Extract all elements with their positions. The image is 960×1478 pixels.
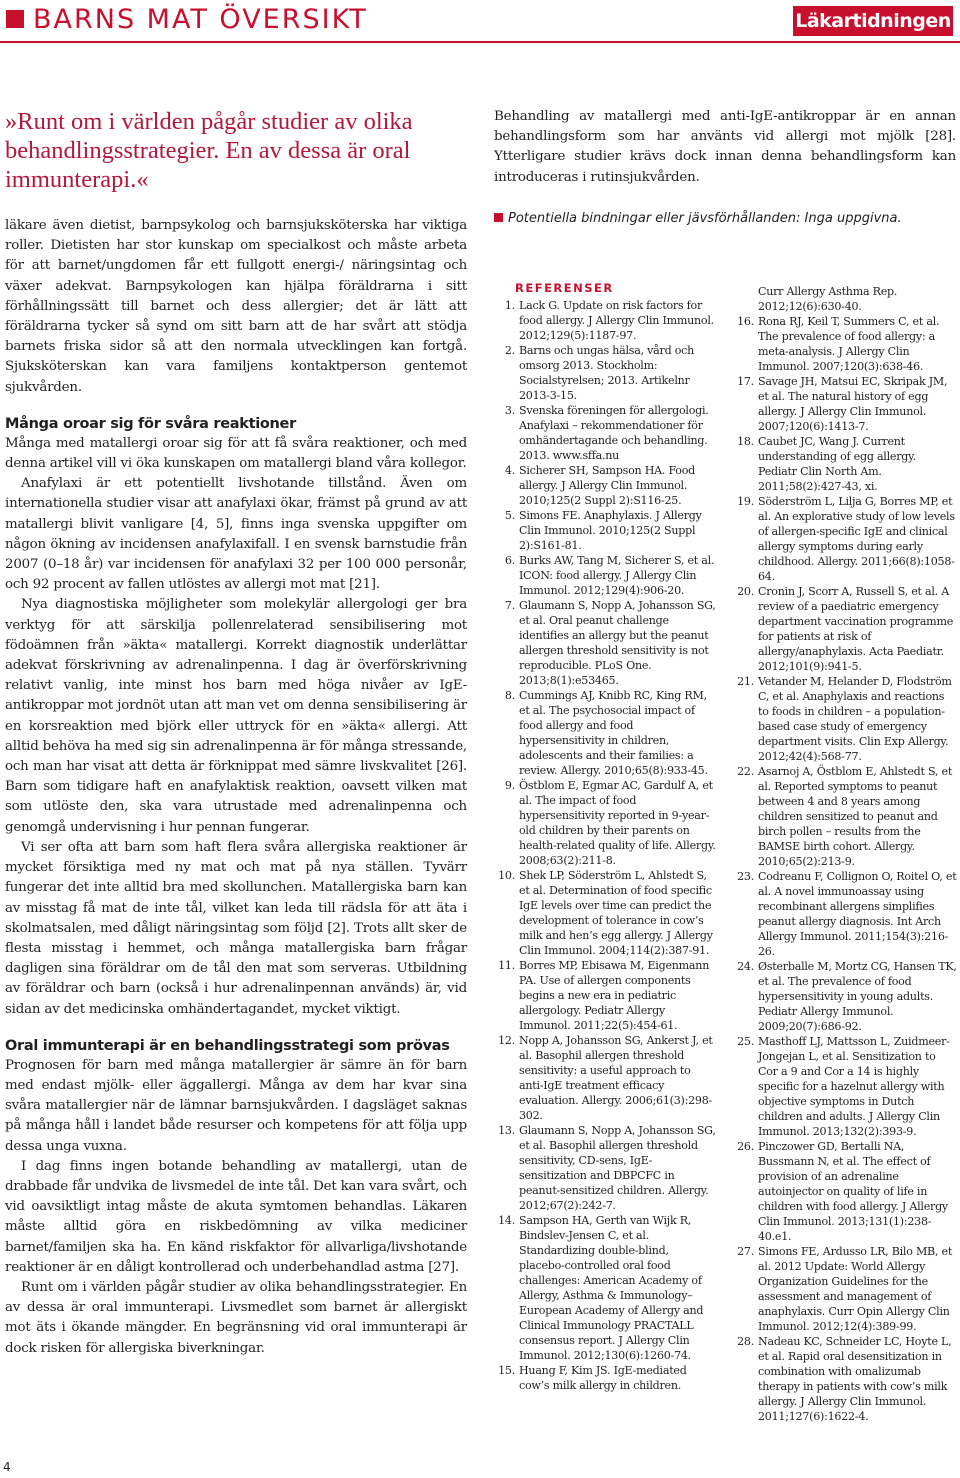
reference-text: Pinczower GD, Bertalli NA, Bussmann N, et al. The effect of provision of an adrenaline autoinjector on quality of life in children with food allergy. J Allergy Clin Immunol. 2013;131(1):238-40.e1.	[758, 1140, 948, 1243]
reference-text: Barns och ungas hälsa, vård och omsorg 2013. Stockholm: Socialstyrelsen; 2013. Artikelnr 2013-3-15.	[519, 344, 694, 402]
paragraph: I dag finns ingen botande behandling av matallergi, utan de drabbade får undvika de livsmedel de inte tål. Det kan vara svårt, och vid oavsiktligt intag måste de akuta symtomen behandlas. Läkaren måste alltid göra en riskbedömning av vilka mediciner barnet/familjen ska ha. En känd riskfaktor för allvarliga/livshotande reaktioner är en dåligt kontrollerad och underbehandlad astma [27].	[5, 1158, 467, 1275]
paragraph: Behandling av matallergi med anti-IgE-antikroppar är en annan behandlingsform som har använts vid allergi mot mjölk [28]. Ytterligare studier krävs dock innan denna behandlingsform kan introduceras i rutinsjukvården.	[494, 109, 956, 185]
reference-text: Glaumann S, Nopp A, Johansson SG, et al. Oral peanut challenge identifies an allergy but the peanut allergen threshold sensitivity is not reproducible. PLoS One. 2013;8(1):e53465.	[519, 599, 716, 687]
reference-number: 17.	[737, 375, 754, 388]
page-header	[0, 0, 960, 46]
paragraph: Nya diagnostiska möjligheter som molekylär allergologi ger bra verktyg för att särskilja pollenrelaterad sensibilisering mot födoämnen från »äkta« matallergi. Korrekt diagnostik underlättar adekvat förskrivning av adrenalinpenna. I dag är överförskrivning relativt vanlig, inte minst hos barn med höga nivåer av IgE-antikroppar mot jordnöt utan att man vet om denna sensibilisering är en korsreaktion med björk eller uttryck för en »äkta« allergi. Att alltid behöva ha med sig sin adrenalinpenna är för många stressande, och man har visat att detta är förknippat med sämre livskvalitet [26]. Barn som tidigare haft en anafylaktisk reaktion, oavsett vilken mat som utlöste den, ska vara utrustade med adrenalinpenna och genomgå undervisning i hur pennan fungerar.	[5, 597, 467, 835]
reference-number: 1.	[504, 299, 515, 312]
reference-number: 8.	[504, 689, 515, 702]
bullet-square-icon	[494, 213, 503, 222]
reference-text: Rona RJ, Keil T, Summers C, et al. The prevalence of food allergy: a meta-analysis. J Allergy Clin Immunol. 2007;120(3):638-46.	[758, 315, 940, 373]
reference-item	[733, 374, 958, 434]
header-divider	[0, 41, 960, 43]
reference-text: Sicherer SH, Sampson HA. Food allergy. J Allergy Clin Immunol. 2010;125(2 Suppl 2):S116-25.	[519, 464, 696, 507]
reference-item	[494, 688, 716, 778]
reference-item	[733, 869, 958, 959]
reference-text: Cronin J, Scorr A, Russell S, et al. A review of a paediatric emergency department vaccination programme for patients at risk of allergy/anaphylaxis. Acta Paediatr. 2012;101(9):941-5.	[758, 585, 954, 673]
reference-number: 24.	[737, 960, 754, 973]
reference-number: 3.	[504, 404, 515, 417]
reference-number: 18.	[737, 435, 754, 448]
reference-number: 6.	[504, 554, 515, 567]
reference-item	[494, 298, 716, 343]
reference-number: 9.	[504, 779, 515, 792]
reference-item	[733, 494, 958, 584]
reference-number: 15.	[498, 1364, 515, 1377]
reference-item	[733, 674, 958, 764]
reference-item	[733, 959, 958, 1034]
references-column-2	[733, 284, 958, 1424]
reference-number	[733, 284, 758, 314]
reference-item	[494, 778, 716, 868]
reference-text: Burks AW, Tang M, Sicherer S, et al. ICON: food allergy. J Allergy Clin Immunol. 2012;129(4):906-20.	[519, 554, 715, 597]
reference-text: Simons FE, Ardusso LR, Bilo MB, et al. 2012 Update: World Allergy Organization Guidelines for the assessment and management of anaphylaxis. Curr Opin Allergy Clin Immunol. 2012;12(4):389-99.	[758, 1245, 953, 1333]
reference-number: 12.	[498, 1034, 515, 1047]
reference-item	[733, 284, 958, 314]
reference-item	[494, 1213, 716, 1363]
reference-text: Borres MP, Ebisawa M, Eigenmann PA. Use of allergen components begins a new era in pediatric allergology. Pediatr Allergy Immunol. 2011;22(5):454-61.	[519, 959, 710, 1032]
reference-number: 20.	[737, 585, 754, 598]
reference-text: Vetander M, Helander D, Flodström C, et al. Anaphylaxis and reactions to foods in children – a population-based case study of emergency department visits. Clin Exp Allergy. 2012;42(4):568-77.	[758, 675, 952, 763]
reference-number: 4.	[504, 464, 515, 477]
reference-item	[733, 434, 958, 494]
reference-number: 16.	[737, 315, 754, 328]
reference-item	[494, 958, 716, 1033]
reference-number: 25.	[737, 1035, 754, 1048]
reference-text: Masthoff LJ, Mattsson L, Zuidmeer-Jongejan L, et al. Sensitization to Cor a 9 and Cor a 14 is highly specific for a hazelnut allergy with objective symptoms in Dutch children and adults. J Allergy Clin Immunol. 2013;132(2):393-9.	[758, 1035, 950, 1138]
paragraph: läkare även dietist, barnpsykolog och barnsjuksköterska har viktiga roller. Dietisten har stor kunskap om specialkost och måste arbeta för att barnet/ungdomen får ett fullgott energi-/ näringsintag och växer adekvat. Barnpsykologen kan hjälpa föräldrarna i sitt förhållningssätt till barnet och dess allergier; det är lätt att föräldrarna tycker så synd om sitt barn att de har svårt att stödja barnets friska sidor så att den normala utvecklingen kan fortgå. Sjuksköterskan kan vara familjens kontaktperson gentemot sjukvården.	[5, 218, 467, 395]
pull-quote: »Runt om i världen pågår studier av olika behandlingsstrategier. En av dessa är oral immunterapi.«	[5, 108, 413, 193]
reference-number: 19.	[737, 495, 754, 508]
right-column-text	[494, 107, 956, 228]
reference-number: 14.	[498, 1214, 515, 1227]
reference-text: Shek LP, Söderström L, Ahlstedt S, et al. Determination of food specific IgE levels over time can predict the development of tolerance in cow’s milk and hen’s egg allergy. J Allergy Clin Immunol. 2004;114(2):387-91.	[519, 869, 713, 957]
reference-number: 10.	[498, 869, 515, 882]
reference-number: 21.	[737, 675, 754, 688]
reference-number: 22.	[737, 765, 754, 778]
reference-text: Nadeau KC, Schneider LC, Hoyte L, et al. Rapid oral desensitization in combination with omalizumab therapy in patients with cow’s milk allergy. J Allergy Clin Immunol. 2011;127(6):1622-4.	[758, 1335, 952, 1423]
page-number: 4	[3, 1460, 11, 1474]
reference-text: Savage JH, Matsui EC, Skripak JM, et al. The natural history of egg allergy. J Allergy Clin Immunol. 2007;120(6):1413-7.	[758, 375, 948, 433]
paragraph: Anafylaxi är ett potentiellt livshotande tillstånd. Även om internationella studier visar att anafylaxi ökar, främst på grund av att matallergi blivit vanligare [4, 5], finns inga svenska uppgifter om någon ökning av incidensen anafylaxifall. I en svensk barnstudie från 2007 (0–18 år) var incidensen för anafylaxi 32 per 100 000 personår, och 92 procent av fallen utlöstes av allergi mot mat [21].	[5, 476, 467, 593]
reference-text: Sampson HA, Gerth van Wijk R, Bindslev-Jensen C, et al. Standardizing double-blind, placebo-controlled oral food challenges: American Academy of Allergy, Asthma & Immunology–European Academy of Allergy and Clinical Immunology PRACTALL consensus report. J Allergy Clin Immunol. 2012;130(6):1260-74.	[519, 1214, 704, 1362]
reference-item	[494, 1363, 716, 1393]
reference-text: Glaumann S, Nopp A, Johansson SG, et al. Basophil allergen threshold sensitivity, CD-sens, IgE-sensitization and DBPCFC in peanut-sensitized children. Allergy. 2012;67(2):242-7.	[519, 1124, 716, 1212]
reference-number: 7.	[504, 599, 515, 612]
reference-text: Huang F, Kim JS. IgE-mediated cow’s milk allergy in children.	[519, 1364, 687, 1392]
reference-text: Lack G. Update on risk factors for food allergy. J Allergy Clin Immunol. 2012;129(5):1187-97.	[519, 299, 714, 342]
left-column	[5, 107, 467, 1359]
reference-text: Söderström L, Lilja G, Borres MP, et al. An explorative study of low levels of allergen-specific IgE and clinical allergy symptoms during early childhood. Allergy. 2011;66(8):1058-64.	[758, 495, 955, 583]
paragraph: Prognosen för barn med många matallergier är sämre än för barn med endast mjölk- eller äggallergi. Många av dem har kvar sina svåra matallergier när de lämnar barnsjukvården. I dagsläget saknas på många håll i landet både resurser och kompetens för att följa upp dessa unga vuxna.	[5, 1057, 467, 1154]
reference-number: 26.	[737, 1140, 754, 1153]
reference-item	[494, 508, 716, 553]
journal-logo[interactable]: Läkartidningen	[793, 6, 953, 36]
reference-item	[733, 1139, 958, 1244]
subheading: Oral immunterapi är en behandlingsstrategi som prövas	[5, 1037, 450, 1054]
reference-number: 27.	[737, 1245, 754, 1258]
reference-item	[733, 584, 958, 674]
reference-number: 13.	[498, 1124, 515, 1137]
article-body	[5, 216, 467, 1359]
reference-item	[733, 314, 958, 374]
reference-item	[494, 343, 716, 403]
reference-text: Cummings AJ, Knibb RC, King RM, et al. The psychosocial impact of food allergy and food hypersensitivity in children, adolescents and their families: a review. Allergy. 2010;65(8):933-45.	[519, 689, 708, 777]
reference-text: Codreanu F, Collignon O, Roitel O, et al. A novel immunoassay using recombinant allergens simplifies peanut allergy diagnosis. Int Arch Allergy Immunol. 2011;154(3):216-26.	[758, 870, 957, 958]
reference-text: Østerballe M, Mortz CG, Hansen TK, et al. The prevalence of food hypersensitivity in young adults. Pediatr Allergy Immunol. 2009;20(7):686-92.	[758, 960, 957, 1033]
section-title: BARNS MAT ÖVERSIKT	[33, 4, 368, 35]
conflict-of-interest-statement	[494, 209, 956, 228]
reference-number: 23.	[737, 870, 754, 883]
reference-item	[494, 1123, 716, 1213]
paragraph: Många med matallergi oroar sig för att få svåra reaktioner, och med denna artikel vill vi öka kunskapen om matallergi bland våra kollegor.	[5, 435, 467, 472]
reference-text: Östblom E, Egmar AC, Gardulf A, et al. The impact of food hypersensitivity reported in 9-year-old children by their parents on health-related quality of life. Allergy. 2008;63(2):211-8.	[519, 779, 716, 867]
references-heading: REFERENSER	[515, 281, 614, 295]
paragraph: Vi ser ofta att barn som haft flera svåra allergiska reaktioner är mycket försiktiga med ny mat och mat på nya ställen. Tyvärr fungerar det inte alltid bra med skollunchen. Matallergiska barn kan av misstag få mat de inte tål, vilket kan leda till rädsla för att äta i skolmatsalen, med dåligt näringsintag som följd [2]. Trots allt sker de flesta misstag i hemmet, och många matallergiska barn frågar dagligen sina föräldrar om de tål den mat som serveras. Utbildning av föräldrar och barn (också i hur adrenalinpennan används) är, vid sidan av det medicinska omhändertagandet, mycket viktigt.	[5, 839, 467, 1017]
reference-text: Svenska föreningen för allergologi. Anafylaxi – rekommendationer för omhändertagande och behandling. 2013. www.sffa.nu	[519, 404, 709, 462]
reference-number: 5.	[504, 509, 515, 522]
reference-item	[494, 403, 716, 463]
reference-number: 11.	[498, 959, 515, 972]
reference-item	[733, 1244, 958, 1334]
reference-item	[494, 868, 716, 958]
reference-item	[494, 463, 716, 508]
paragraph: Runt om i världen pågår studier av olika behandlingsstrategier. En av dessa är oral immunterapi. Livsmedlet som barnet är allergiskt mot äts i ökande mängder. En begränsning vid oral immunterapi är dock risken för allergiska biverkningar.	[5, 1279, 467, 1356]
section-marker-square	[6, 10, 24, 28]
conflict-text: Potentiella bindningar eller jävsförhållanden: Inga uppgivna.	[508, 210, 902, 226]
reference-text: Asarnoj A, Östblom E, Ahlstedt S, et al. Reported symptoms to peanut between 4 and 8 years among children sensitized to peanut and birch pollen – results from the BAMSE birth cohort. Allergy. 2010;65(2):213-9.	[758, 765, 953, 868]
reference-text: Nopp A, Johansson SG, Ankerst J, et al. Basophil allergen threshold sensitivity: a useful approach to anti-IgE treatment efficacy evaluation. Allergy. 2006;61(3):298-302.	[519, 1034, 713, 1122]
references-column-1	[494, 298, 716, 1393]
reference-item	[733, 1334, 958, 1424]
reference-item	[494, 1033, 716, 1123]
reference-text: Curr Allergy Asthma Rep. 2012;12(6):630-40.	[758, 285, 898, 313]
reference-number: 28.	[737, 1335, 754, 1348]
reference-text: Simons FE. Anaphylaxis. J Allergy Clin Immunol. 2010;125(2 Suppl 2):S161-81.	[519, 509, 702, 552]
reference-item	[494, 598, 716, 688]
reference-item	[733, 1034, 958, 1139]
reference-number: 2.	[504, 344, 515, 357]
reference-item	[733, 764, 958, 869]
reference-text: Caubet JC, Wang J. Current understanding of egg allergy. Pediatr Clin North Am. 2011;58(2):427-43, xi.	[758, 435, 916, 493]
reference-item	[494, 553, 716, 598]
subheading: Många oroar sig för svåra reaktioner	[5, 415, 296, 432]
